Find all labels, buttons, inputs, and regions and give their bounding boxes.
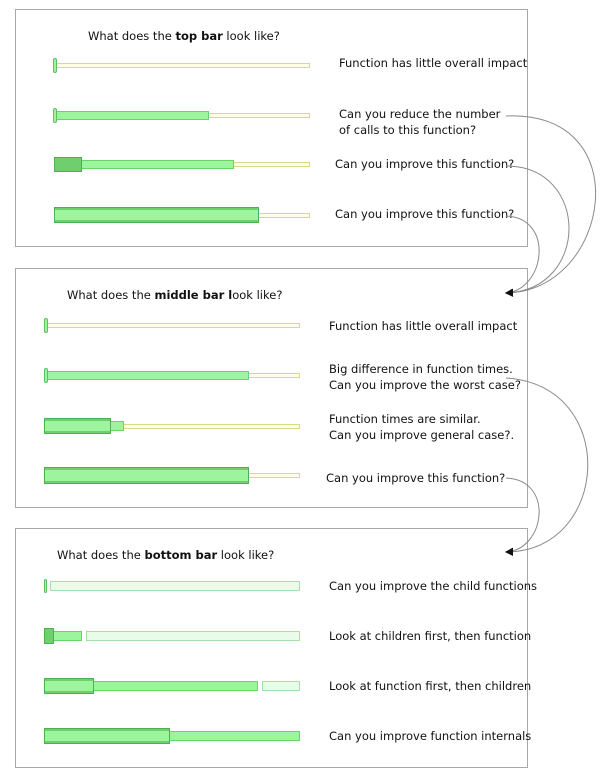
top-row-4-label: Can you improve this function? (335, 207, 515, 221)
middle-panel-title: What does the middle bar look like? (67, 288, 283, 302)
arrow-top-row-2 (506, 116, 596, 293)
bottom-panel-title: What does the bottom bar look like? (57, 548, 275, 562)
bottom-row-1-label: Can you improve the child functions (329, 579, 538, 593)
top-row-2-label: Can you reduce the number of calls to this function? (339, 107, 501, 137)
arrow-middle-row-4 (506, 478, 539, 552)
bottom-row-4-label: Can you improve function internals (329, 729, 532, 743)
top-panel-title: What does the top bar look like? (88, 29, 280, 43)
arrow-top-row-3 (506, 166, 569, 293)
middle-row-4-label: Can you improve this function? (326, 471, 506, 485)
bottom-row-2-label: Look at children first, then function (329, 629, 532, 643)
middle-row-3-label: Function times are similar. Can you improve general case?. (329, 412, 515, 442)
top-row-3-label: Can you improve this function? (335, 157, 515, 171)
middle-row-2-label: Big difference in function times. Can you improve the worst case? (329, 362, 521, 392)
bottom-row-3-label: Look at function first, then children (329, 679, 532, 693)
arrow-middle-row-2 (506, 378, 588, 552)
top-row-1-label: Function has little overall impact (339, 56, 528, 70)
arrow-top-row-4 (506, 216, 539, 293)
middle-row-1-label: Function has little overall impact (329, 319, 518, 333)
